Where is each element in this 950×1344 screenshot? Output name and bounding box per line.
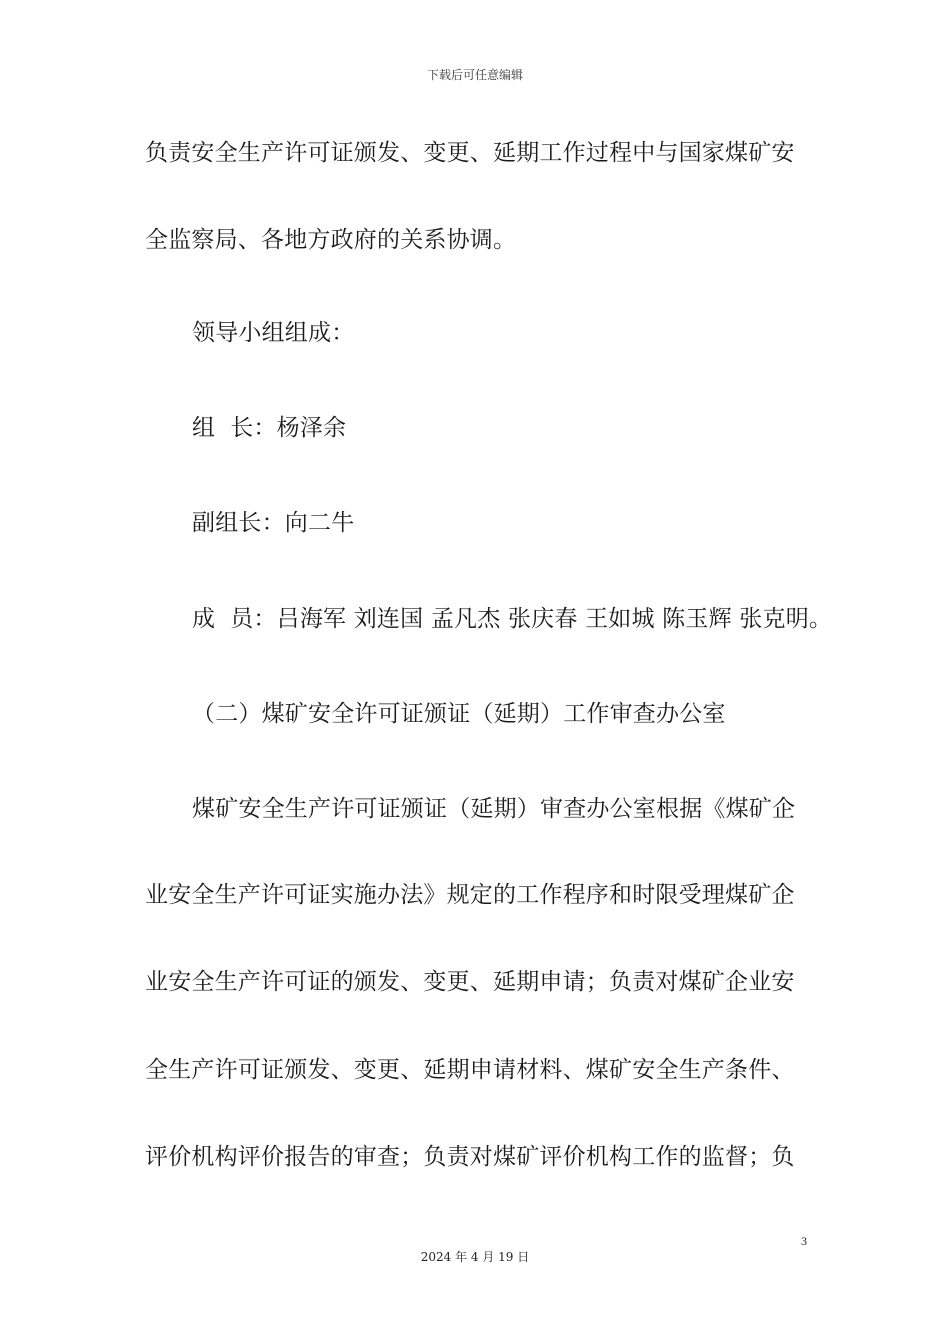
page-footer-date: 2024 年 4 月 19 日 [420, 1250, 530, 1264]
body-line-8: 煤矿安全生产许可证颁证（延期）审查办公室根据《煤矿企 [192, 796, 796, 822]
body-line-11: 全生产许可证颁发、变更、延期申请材料、煤矿安全生产条件、 [145, 1057, 795, 1083]
body-line-10: 业安全生产许可证的颁发、变更、延期申请；负责对煤矿企业安 [145, 969, 795, 995]
body-line-5: 副组长：向二牛 [192, 510, 355, 536]
body-line-4: 组 长：杨泽余 [192, 415, 347, 441]
body-line-3: 领导小组组成： [192, 320, 355, 346]
section-heading: （二）煤矿安全许可证颁证（延期）工作审查办公室 [192, 701, 726, 727]
body-line-1: 负责安全生产许可证颁发、变更、延期工作过程中与国家煤矿安 [145, 140, 795, 166]
body-line-6: 成 员：吕海军 刘连国 孟凡杰 张庆春 王如城 陈玉辉 张克明。 [192, 606, 833, 632]
page-number: 3 [801, 1234, 807, 1248]
body-line-9: 业安全生产许可证实施办法》规定的工作程序和时限受理煤矿企 [145, 882, 795, 908]
page-header: 下载后可任意编辑 [426, 68, 523, 82]
body-line-12: 评价机构评价报告的审查；负责对煤矿评价机构工作的监督；负 [145, 1144, 795, 1170]
body-line-2: 全监察局、各地方政府的关系协调。 [145, 227, 517, 253]
